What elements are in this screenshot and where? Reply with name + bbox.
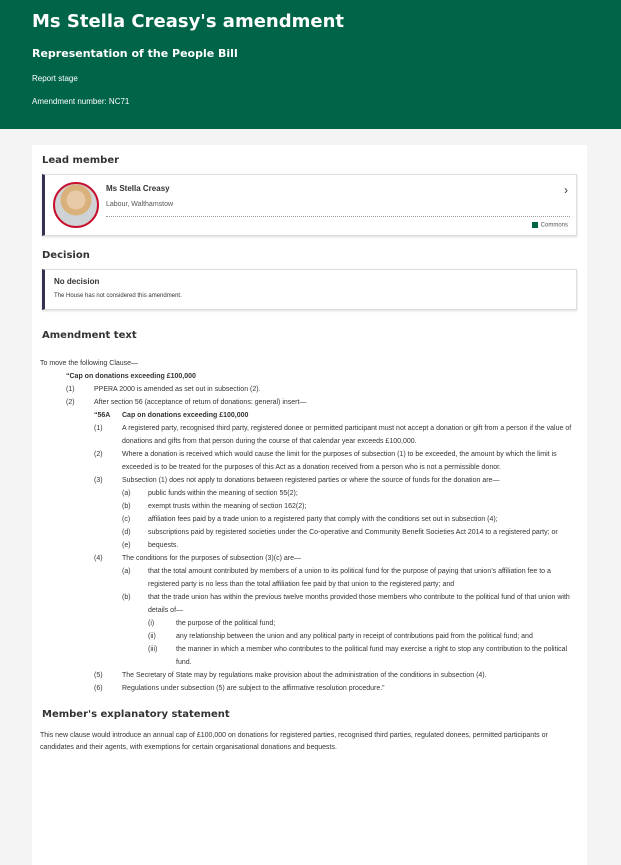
decision-text: The House has not considered this amendment. xyxy=(54,293,182,299)
item-text: affiliation fees paid by a trade union to a registered party that comply with the conditions set out in subsection (4); xyxy=(148,516,498,523)
clause-4-item xyxy=(40,591,577,617)
amendment-body xyxy=(40,357,577,695)
clause-2 xyxy=(40,448,577,474)
clause-text: The Secretary of State may by regulations make provision about the administration of the conditions in subsection (4). xyxy=(122,672,487,679)
item-number: (a) xyxy=(122,490,131,497)
clause-title: “Cap on donations exceeding £100,000 xyxy=(66,373,196,380)
section-number: “56A xyxy=(94,412,111,419)
divider xyxy=(106,216,570,217)
stage-label: Report stage xyxy=(32,74,78,83)
clause-6 xyxy=(40,682,577,695)
clause-text: Subsection (1) does not apply to donations between registered parties or where the source of funds for the donation are— xyxy=(122,477,500,484)
clause-number: (2) xyxy=(94,451,103,458)
page-header xyxy=(0,0,621,129)
clause-4b-item xyxy=(40,643,577,669)
inserted-section-title xyxy=(40,409,577,422)
clause-4b-item xyxy=(40,630,577,643)
clause-text: The conditions for the purposes of subsection (3)(c) are— xyxy=(122,555,301,562)
explanatory-heading: Member's explanatory statement xyxy=(42,709,230,720)
clause-number: (5) xyxy=(94,672,103,679)
item-number: (iii) xyxy=(148,646,158,653)
page-title: Ms Stella Creasy's amendment xyxy=(32,11,344,32)
clause-number: (3) xyxy=(94,477,103,484)
item-text: any relationship between the union and any political party in receipt of contributions paid from the political fund; and xyxy=(176,633,533,640)
clause-4 xyxy=(40,552,577,565)
item-text: the manner in which a member who contributes to the political fund may exercise a right to stop any contribution to the political fund. xyxy=(176,646,568,666)
clause-3-item xyxy=(40,487,577,500)
subsection-text: PPERA 2000 is amended as set out in subsection (2). xyxy=(94,386,261,393)
item-text: bequests. xyxy=(148,542,179,549)
chevron-right-icon: › xyxy=(564,183,568,197)
clause-3-item xyxy=(40,500,577,513)
clause-number: (1) xyxy=(94,425,103,432)
subsection-number: (1) xyxy=(66,386,75,393)
clause-text: Regulations under subsection (5) are subject to the affirmative resolution procedure.” xyxy=(122,685,385,692)
item-number: (a) xyxy=(122,568,131,575)
clause-3-item xyxy=(40,539,577,552)
subsection-2 xyxy=(40,396,577,409)
member-card[interactable] xyxy=(42,174,577,236)
member-party: Labour, Walthamstow xyxy=(106,201,174,208)
item-text: public funds within the meaning of section 55(2); xyxy=(148,490,298,497)
decision-card xyxy=(42,269,577,310)
clause-3 xyxy=(40,474,577,487)
clause-3-item xyxy=(40,526,577,539)
item-number: (c) xyxy=(122,516,131,523)
item-number: (ii) xyxy=(148,633,156,640)
item-text: exempt trusts within the meaning of section 162(2); xyxy=(148,503,307,510)
item-text: subscriptions paid by registered societies under the Co-operative and Community Benefit Societies Act 2014 to a registered party; or xyxy=(148,529,558,536)
decision-heading: Decision xyxy=(42,250,90,261)
member-name: Ms Stella Creasy xyxy=(106,184,170,193)
amendment-intro: To move the following Clause— xyxy=(40,360,139,367)
item-number: (i) xyxy=(148,620,155,627)
clause-4-item xyxy=(40,565,577,591)
main-panel xyxy=(32,145,587,865)
subsection-1 xyxy=(40,383,577,396)
decision-title: No decision xyxy=(54,277,100,286)
clause-text: Where a donation is received which would cause the limit for the purposes of subsection (1) to be exceeded, the amount by which the limit is exceeded is to be treated for the purposes of this Act as a donation received from a person who is not a permissible donor. xyxy=(122,451,557,471)
clause-number: (4) xyxy=(94,555,103,562)
subsection-number: (2) xyxy=(66,399,75,406)
clause-number: (6) xyxy=(94,685,103,692)
clause-text: A registered party, recognised third party, registered donee or permitted participant must not accept a donation or gift from a person if the value of donations and gifts from that person during the course of that calendar year exceeds £100,000. xyxy=(122,425,572,445)
item-number: (d) xyxy=(122,529,131,536)
item-number: (b) xyxy=(122,594,131,601)
amendment-number: Amendment number: NC71 xyxy=(32,97,130,106)
item-text: the purpose of the political fund; xyxy=(176,620,276,627)
section-title: Cap on donations exceeding £100,000 xyxy=(122,412,249,419)
explanatory-text: This new clause would introduce an annual cap of £100,000 on donations for registered parties, recognised third parties, regulated donees, permitted participants or candidates and their agents, with exemptions for certain organisational donations and bequests. xyxy=(40,732,548,751)
bill-title: Representation of the People Bill xyxy=(32,47,238,60)
item-text: that the total amount contributed by members of a union to its political fund for the purpose of paying that union’s affiliation fee to a registered party is no less than the total affiliation fee paid by that union to the registered party; and xyxy=(148,568,551,588)
subsection-text: After section 56 (acceptance of return of donations: general) insert— xyxy=(94,399,307,406)
house-name: Commons xyxy=(540,222,568,229)
clause-4b-item xyxy=(40,617,577,630)
clause-3-item xyxy=(40,513,577,526)
clause-1 xyxy=(40,422,577,448)
item-text: that the trade union has within the previous twelve months provided those members who contribute to the political fund of that union with details of— xyxy=(148,594,570,614)
avatar xyxy=(53,182,99,228)
clause-5 xyxy=(40,669,577,682)
house-label xyxy=(532,222,568,229)
portcullis-icon xyxy=(532,222,538,228)
lead-member-heading: Lead member xyxy=(42,155,120,166)
item-number: (e) xyxy=(122,542,131,549)
item-number: (b) xyxy=(122,503,131,510)
amendment-text-heading: Amendment text xyxy=(42,330,137,341)
